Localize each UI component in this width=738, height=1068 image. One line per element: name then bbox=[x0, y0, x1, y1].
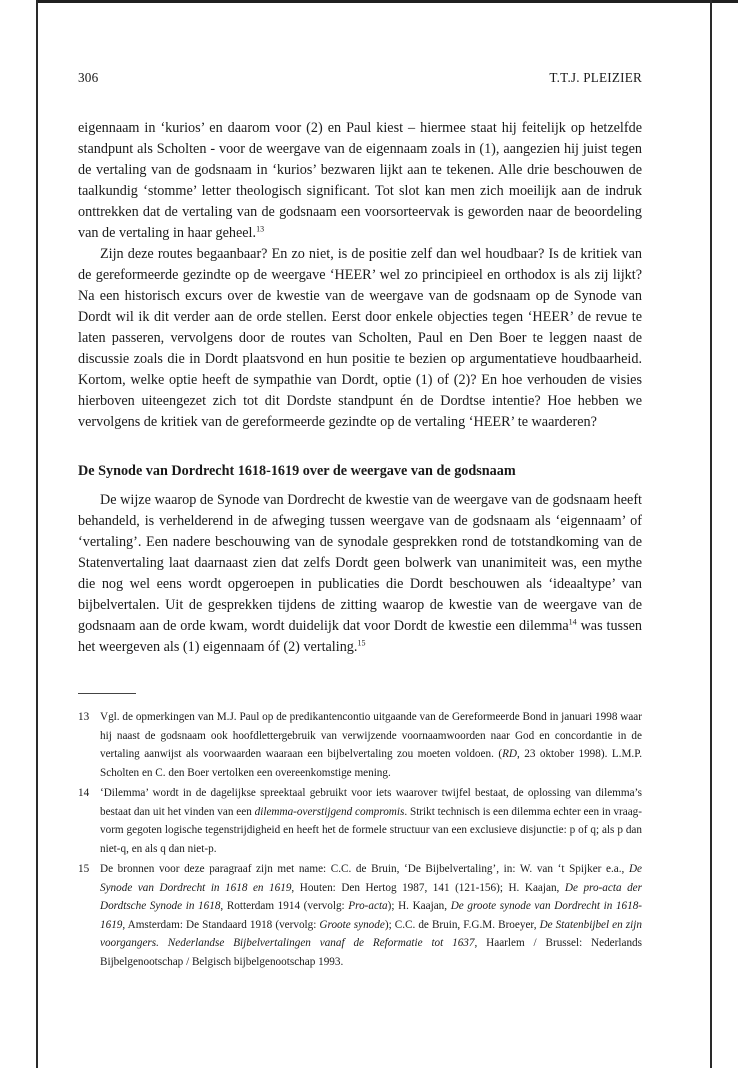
paragraph-1: eigennaam in ‘kurios’ en daarom voor (2) en Paul kiest – hiermee staat hij feitelijk op hetzelfde standpunt als Scholten - voor de weergave van de eigennaam zoals in (1), aangezien hij juist tegen de vertaling van de godsnaam in ‘kurios’ bezwaren lijkt aan te tekenen. Alle drie beschouwen de taalkundig ‘stomme’ letter theologisch significant. Tot slot kan men zich moeilijk aan de indruk onttrekken dat de vertaling van de godsnaam een voorsorteervak is geworden naar de beoordeling van de vertaling in haar geheel.$^{13}$ bbox=[78, 120, 642, 241]
running-head bbox=[78, 70, 642, 86]
page-number: 306 bbox=[78, 70, 99, 85]
footnote-14 bbox=[78, 784, 642, 858]
footnote-number: 14 bbox=[78, 787, 90, 799]
footnote-ref-13[interactable]: 13 bbox=[256, 224, 265, 234]
scan-border-left bbox=[36, 0, 38, 1068]
footnotes bbox=[78, 708, 642, 971]
paragraph-2: Zijn deze routes begaanbaar? En zo niet, is de positie zelf dan wel houdbaar? Is de kritiek van de gereformeerde gezindte op de weergave ‘HEER’ wel zo principieel en orthodox is als zij lijkt? Na een historisch excurs over de kwestie van de weergave van de godsnaam op de Synode van Dordt wil ik dit verder aan de orde stellen. Eerst door enkele objecties tegen ‘HEER’ de revue te laten passeren, vervolgens door de routes van Scholten, Paul en Den Boer te leggen naast de discussie zoals die in Dordt plaatsvond en hun positie te bezien op argumentatieve houdbaarheid. Kortom, welke optie heeft de sympathie van Dordt, optie (1) of (2)? En hoe verhouden de visies hierboven uiteengezet zich tot dit Dordste standpunt én de Dordtse intentie? Hoe hebben we vervolgens de kritiek van de gereformeerde gezindte op de vertaling ‘HEER’ te waarderen? bbox=[78, 246, 642, 430]
footnote-15 bbox=[78, 860, 642, 971]
footnote-divider bbox=[78, 693, 136, 694]
section-heading: De Synode van Dordrecht 1618-1619 over de weergave van de godsnaam bbox=[78, 463, 516, 479]
footnote-ref-14[interactable]: 14 bbox=[568, 617, 577, 627]
footnote-text: Vgl. de opmerkingen van M.J. Paul op de predikantencontio uitgaande van de Gereformeerde Bond in januari 1998 waar hij naast de godsnaam ook hoofdlettergebruik van verwijzende voornaamwoorden naar God en concordantie in de vertaling aanwijst als voorwaarden waaraan een bijbelvertaling zou moeten voldoen. (RD, 23 oktober 1998). L.M.P. Scholten en C. den Boer vertolken een overeenkomstige mening. bbox=[100, 711, 642, 779]
running-head-author: T.T.J. PLEIZIER bbox=[549, 70, 642, 85]
footnote-ref-15[interactable]: 15 bbox=[357, 638, 366, 648]
body-text bbox=[78, 118, 642, 658]
scan-border-top bbox=[36, 0, 738, 3]
footnote-13 bbox=[78, 708, 642, 782]
footnote-text: ‘Dilemma’ wordt in de dagelijkse spreektaal gebruikt voor iets waarover twijfel bestaat, de oplossing van dilemma’s bestaat dan uit het vinden van een dilemma-overstijgend compromis. Strikt technisch is een dilemma echter een in vraag-vorm gegoten logische tegenstrijdigheid en heeft het de formele structuur van een exclusieve disjunctie: p of q; als p dan niet-q, en als q dan niet-p. bbox=[100, 787, 642, 855]
footnote-number: 13 bbox=[78, 711, 90, 723]
book-page bbox=[78, 70, 642, 973]
footnote-text: De bronnen voor deze paragraaf zijn met name: C.C. de Bruin, ‘De Bijbelvertaling’, in: W. van ‘t Spijker e.a., De Synode van Dordrecht in 1618 en 1619, Houten: Den Hertog 1987, 141 (121-156); H. Kaajan, De pro-acta der Dordtsche Synode in 1618, Rotterdam 1914 (vervolg: Pro-acta); H. Kaajan, De groote synode van Dordrecht in 1618-1619, Amsterdam: De Standaard 1918 (vervolg: Groote synode); C.C. de Bruin, F.G.M. Broeyer, De Statenbijbel en zijn voorgangers. Nederlandse Bijbelvertalingen vanaf de Reformatie tot 1637, Haarlem / Brussel: Nederlands Bijbelgenootschap / Belgisch bijbelgenootschap 1993. bbox=[100, 863, 643, 968]
footnote-number: 15 bbox=[78, 863, 90, 875]
scan-border-right bbox=[710, 0, 712, 1068]
paragraph-3: De wijze waarop de Synode van Dordrecht de kwestie van de weergave van de godsnaam heeft behandeld, is verhelderend in de afweging tussen weergave van de godsnaam als ‘eigennaam’ of ‘vertaling’. Een nadere beschouwing van de synodale gesprekken rond de totstandkoming van de Statenvertaling laat daarnaast zien dat zelfs Dordt geen bolwerk van unanimiteit was, een mythe die nog wel eens wordt opgeroepen in publicaties die Dordt beschouwen als ‘ideaaltype’ van bijbelvertalen. Uit de gesprekken tijdens de zitting waarop de kwestie van de weergave van de godsnaam aan de orde kwam, wordt duidelijk dat voor Dordt de kwestie een dilemma$^{14}$ was tussen het weergeven als (1) eigennaam óf (2) vertaling.$^{15}$ bbox=[78, 492, 642, 655]
